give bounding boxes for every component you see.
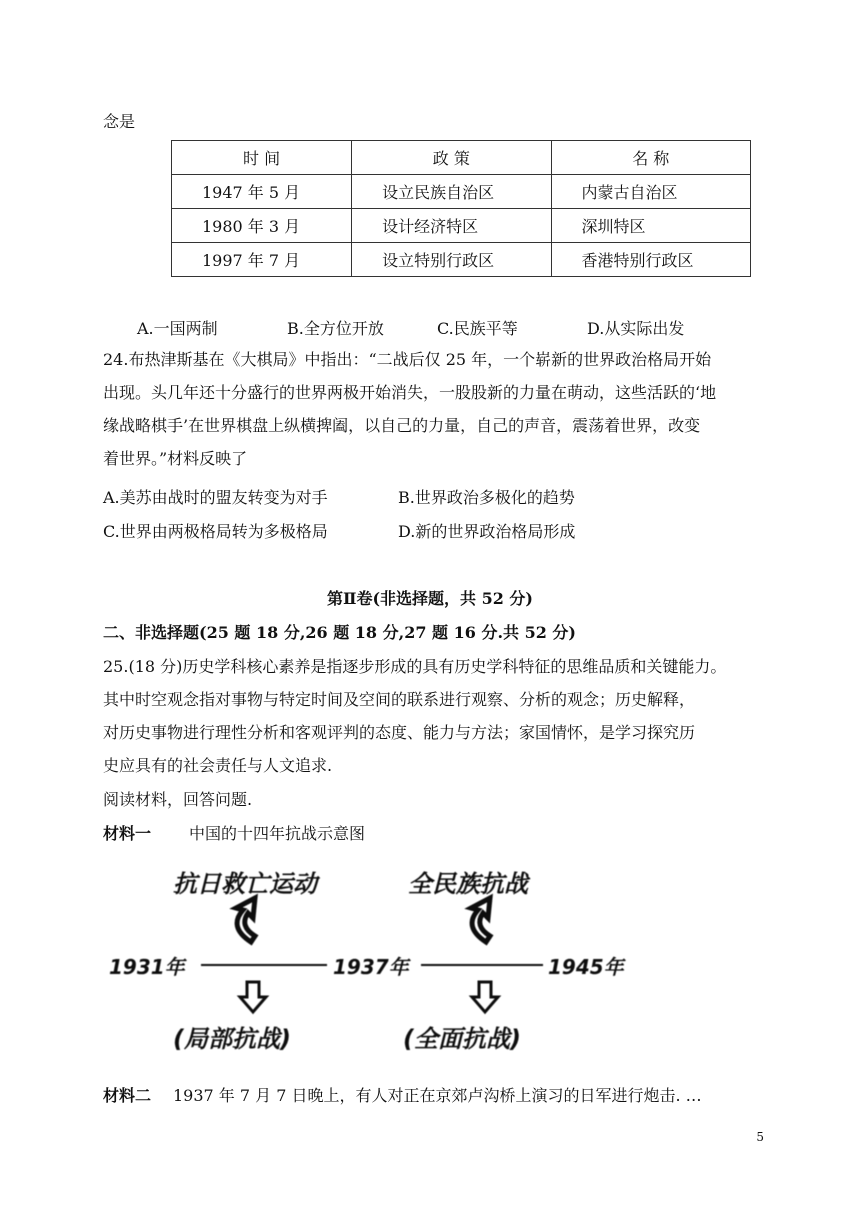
- top-label-1: 抗日救亡运动: [173, 870, 317, 898]
- material2-text: 1937 年 7 月 7 日晚上，有人对正在京郊卢沟桥上演习的日军进行炮击. …: [173, 1086, 702, 1105]
- table-cell: 1980 年 3 月: [172, 209, 352, 243]
- q24-line: 24.布热津斯基在《大棋局》中指出：“二战后仅 25 年，一个崭新的世界政治格局开始: [103, 350, 712, 369]
- q25-line: 对历史事物进行理性分析和客观评判的态度、能力与方法；家国情怀，是学习探究历: [103, 723, 696, 742]
- material1-text: 中国的十四年抗战示意图: [189, 824, 366, 843]
- bottom-label-1: (局部抗战): [173, 1025, 291, 1053]
- down-arrow-icon: [472, 982, 498, 1012]
- curved-arrow-icon: [471, 898, 490, 942]
- q25-line: 史应具有的社会责任与人文追求.: [103, 756, 333, 775]
- option-a: A.一国两制: [137, 319, 218, 338]
- table-header: 名 称: [551, 141, 750, 175]
- table-row: [172, 209, 751, 243]
- q25-line: 阅读材料，回答问题.: [103, 790, 253, 809]
- q24-options-row2: [103, 519, 693, 542]
- q24-line: 着世界。”材料反映了: [103, 449, 248, 468]
- material2-line: [103, 1084, 702, 1108]
- curved-arrow-icon: [236, 898, 255, 942]
- table-header-row: [172, 141, 751, 175]
- table-cell: 香港特别行政区: [551, 243, 750, 277]
- year-1945: 1945年: [548, 955, 624, 979]
- resistance-timeline-figure: [103, 862, 643, 1072]
- year-1931: 1931年: [109, 955, 185, 979]
- q23-options: [137, 316, 757, 339]
- table-header: 时 间: [172, 141, 352, 175]
- q25-line: 其中时空观念指对事物与特定时间及空间的联系进行观察、分析的观念；历史解释，: [103, 690, 696, 709]
- material2-label: 材料二: [103, 1086, 152, 1105]
- option-b: B.全方位开放: [287, 319, 384, 338]
- table-cell: 设计经济特区: [352, 209, 551, 243]
- year-1937: 1937年: [333, 955, 409, 979]
- policy-table: [171, 140, 751, 277]
- table-cell: 设立特别行政区: [352, 243, 551, 277]
- section-title: 第Ⅱ卷(非选择题，共 52 分): [326, 589, 534, 608]
- table-row: [172, 243, 751, 277]
- section-heading: 二、非选择题(25 题 18 分,26 题 18 分,27 题 16 分.共 52 分): [103, 623, 576, 642]
- down-arrow-icon: [240, 982, 266, 1012]
- bottom-label-2: (全面抗战): [403, 1025, 521, 1053]
- option-c: C.世界由两极格局转为多极格局: [103, 522, 328, 541]
- top-label-2: 全民族抗战: [408, 870, 528, 898]
- table-row: [172, 175, 751, 209]
- table-cell: 设立民族自治区: [352, 175, 551, 209]
- option-d: D.新的世界政治格局形成: [398, 522, 576, 541]
- prev-question-tail: 念是: [103, 112, 136, 131]
- table-cell: 内蒙古自治区: [551, 175, 750, 209]
- material1-label: 材料一: [103, 824, 152, 843]
- table-header: 政 策: [352, 141, 551, 175]
- q25-line: 25.(18 分)历史学科核心素养是指逐步形成的具有历史学科特征的思维品质和关键能力。: [103, 657, 727, 676]
- table-cell: 深圳特区: [551, 209, 750, 243]
- q24-options-row1: [103, 485, 693, 508]
- page-number: 5: [756, 1130, 764, 1144]
- q24-line: 出现。头几年还十分盛行的世界两极开始消失，一股股新的力量在萌动，这些活跃的‘地: [103, 383, 717, 402]
- option-a: A.美苏由战时的盟友转变为对手: [103, 488, 328, 507]
- table-cell: 1997 年 7 月: [172, 243, 352, 277]
- option-c: C.民族平等: [437, 319, 518, 338]
- table-cell: 1947 年 5 月: [172, 175, 352, 209]
- option-b: B.世界政治多极化的趋势: [398, 488, 575, 507]
- q24-line: 缘战略棋手’在世界棋盘上纵横捭阖，以自己的力量，自己的声音，震荡着世界，改变: [103, 416, 701, 435]
- material1-line: [103, 822, 365, 846]
- option-d: D.从实际出发: [587, 319, 685, 338]
